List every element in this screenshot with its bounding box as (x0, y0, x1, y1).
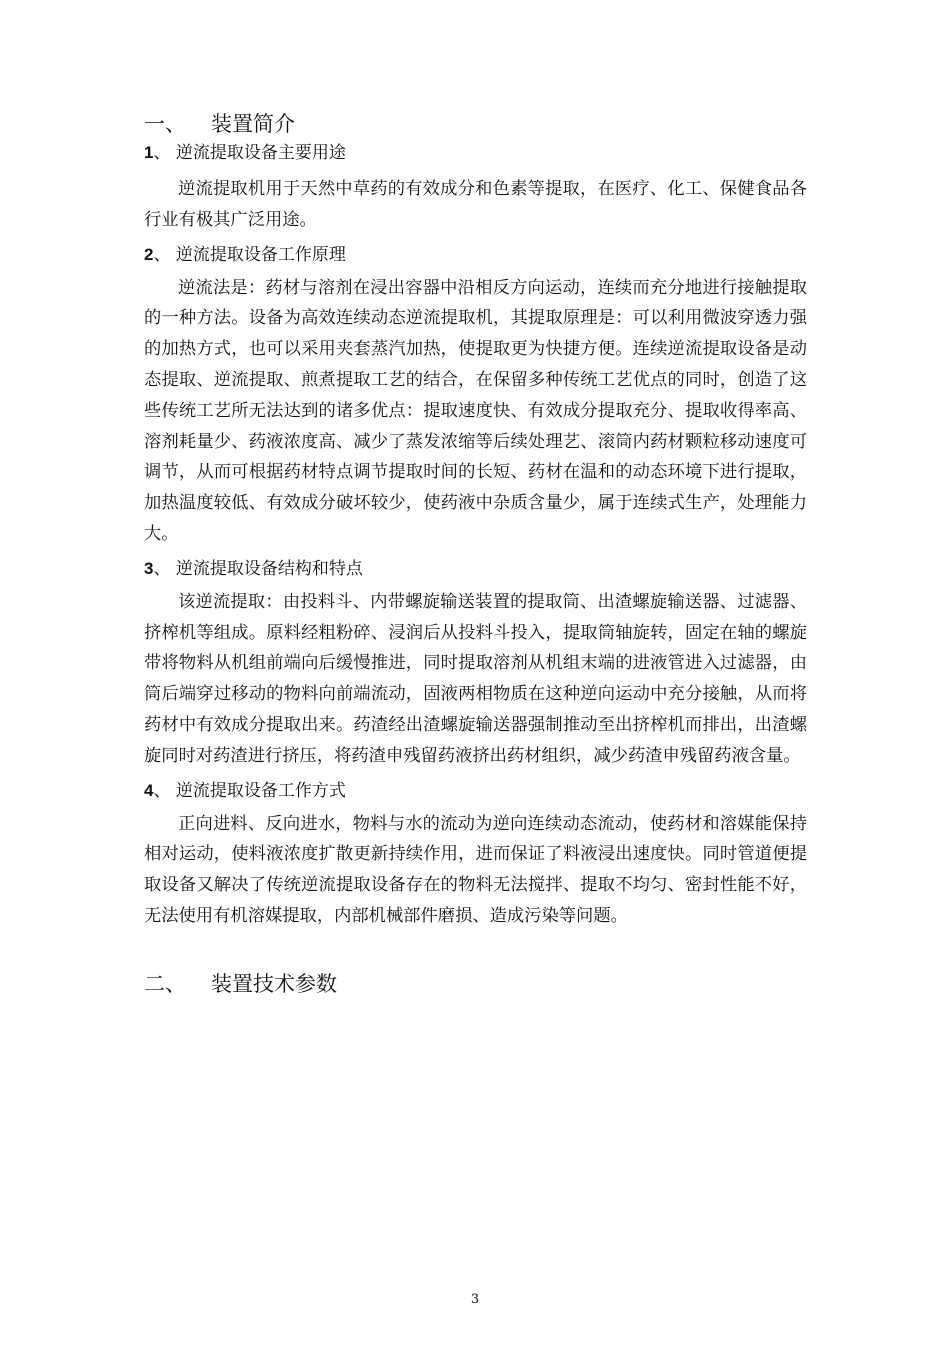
subsection-title: 、 逆流提取设备工作方式 (153, 780, 346, 801)
subsection-heading-3 (144, 556, 807, 587)
paragraph-principle: 逆流法是：药材与溶剂在浸出容器中沿相反方向运动，连续而充分地进行接触提取的一种方法。设备为高效连续动态逆流提取机，其提取原理是：可以利用微波穿透力强的加热方式，也可以采用夹套蒸汽加热，使提取更为快捷方便。连续逆流提取设备是动态提取、逆流提取、煎煮提取工艺的结合，在保留多种传统工艺优点的同时，创造了这些传统工艺所无法达到的诸多优点：提取速度快、有效成分提取充分、提取收得率高、溶剂耗量少、药液浓度高、减少了蒸发浓缩等后续处理艺、滚筒内药材颗粒移动速度可调节，从而可根据药材特点调节提取时间的长短、药材在温和的动态环境下进行提取，加热温度较低、有效成分破坏较少，使药液中杂质含量少，属于连续式生产，处理能力大。 (144, 277, 807, 544)
section-number: 一、 (144, 112, 186, 136)
paragraph-structure: 该逆流提取：由投料斗、内带螺旋输送装置的提取筒、出渣螺旋输送器、过滤器、挤榨机等组成。原料经粗粉碎、浸润后从投料斗投入，提取筒轴旋转，固定在轴的螺旋带将物料从机组前端向后缓慢推进，同时提取溶剂从机组末端的进液管进入过滤器，由筒后端穿过移动的物料向前端流动，固液两相物质在这种逆向运动中充分接触，从而将药材中有效成分提取出来。药渣经出渣螺旋输送器强制推动至出挤榨机而排出，出渣螺旋同时对药渣进行挤压，将药渣申残留药液挤出药材组织，减少药渣申残留药液含量。 (144, 591, 807, 766)
subsection-title: 、 逆流提取设备结构和特点 (153, 558, 363, 579)
section-number: 二、 (144, 971, 186, 996)
spacer (144, 938, 807, 968)
subsection-title: 、 逆流提取设备工作原理 (153, 244, 346, 265)
subsection-number: 1 (144, 143, 154, 162)
paragraph-usage: 逆流提取机用于天然中草药的有效成分和色素等提取，在医疗、化工、保健食品各行业有极其广泛用途。 (144, 179, 807, 230)
section-title: 装置简介 (211, 112, 295, 136)
subsection-number: 3 (144, 558, 154, 578)
subsection-number: 4 (144, 780, 154, 800)
subsection-title: 、 逆流提取设备主要用途 (153, 143, 346, 163)
subsection-heading-1 (144, 140, 807, 171)
page-content (144, 108, 807, 1000)
subsection-number: 2 (144, 244, 154, 264)
section-heading-2 (144, 968, 807, 1000)
paragraph-working-mode: 正向进料、反向进水，物料与水的流动为逆向连续动态流动，使药材和溶媒能保持相对运动，使料液浓度扩散更新持续作用，进而保证了料液浸出速度快。同时管道便提取设备又解决了传统逆流提取设备存在的物料无法搅拌、提取不均匀、密封性能不好，无法使用有机溶媒提取，内部机械部件磨损、造成污染等问题。 (144, 813, 807, 926)
page-number: 3 (470, 1292, 480, 1307)
section-title: 装置技术参数 (211, 971, 337, 996)
section-heading-1 (144, 108, 807, 140)
subsection-heading-4 (144, 778, 807, 809)
subsection-heading-2 (144, 242, 807, 273)
